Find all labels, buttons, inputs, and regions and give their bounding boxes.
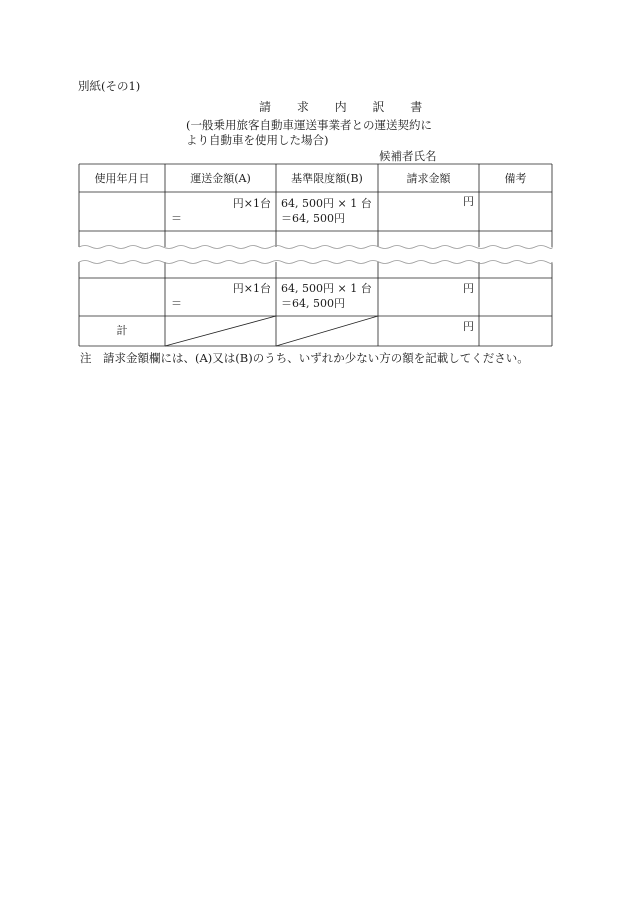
header-remarks: 備考 xyxy=(504,172,527,185)
row1-claim-yen: 円 xyxy=(463,195,474,208)
row1-limit-calc: 64, 500円 × 1 台 xyxy=(281,197,372,210)
subtitle-line-2: より自動車を使用した場合) xyxy=(186,133,329,147)
row2-claim-yen: 円 xyxy=(463,282,474,295)
row1-limit-result: ＝64, 500円 xyxy=(281,212,345,225)
total-claim-yen: 円 xyxy=(463,320,474,333)
header-use-date: 使用年月日 xyxy=(94,172,150,185)
row1-amount-equals: ＝ xyxy=(171,212,182,225)
footnote: 注 請求金額欄には、(A)又は(B)のうち、いずれか少ない方の額を記載してください。 xyxy=(80,351,529,365)
header-transport-amount: 運送金額(A) xyxy=(190,172,251,185)
subtitle-line-1: (一般乗用旅客自動車運送事業者との運送契約に xyxy=(186,118,432,132)
row2-limit-result: ＝64, 500円 xyxy=(281,297,345,310)
header-standard-limit: 基準限度額(B) xyxy=(291,172,363,185)
total-label: 計 xyxy=(116,324,128,337)
row1-amount-per-vehicle: 円×1台 xyxy=(232,197,271,210)
document-title: 請 求 内 訳 書 xyxy=(259,100,434,114)
header-claim-amount: 請求金額 xyxy=(406,172,451,185)
row2-amount-equals: ＝ xyxy=(171,297,182,310)
form-label: 別紙(その1) xyxy=(78,79,141,93)
row2-amount-per-vehicle: 円×1台 xyxy=(232,282,271,295)
row2-limit-calc: 64, 500円 × 1 台 xyxy=(281,282,372,295)
candidate-name-label: 候補者氏名 xyxy=(379,149,437,163)
